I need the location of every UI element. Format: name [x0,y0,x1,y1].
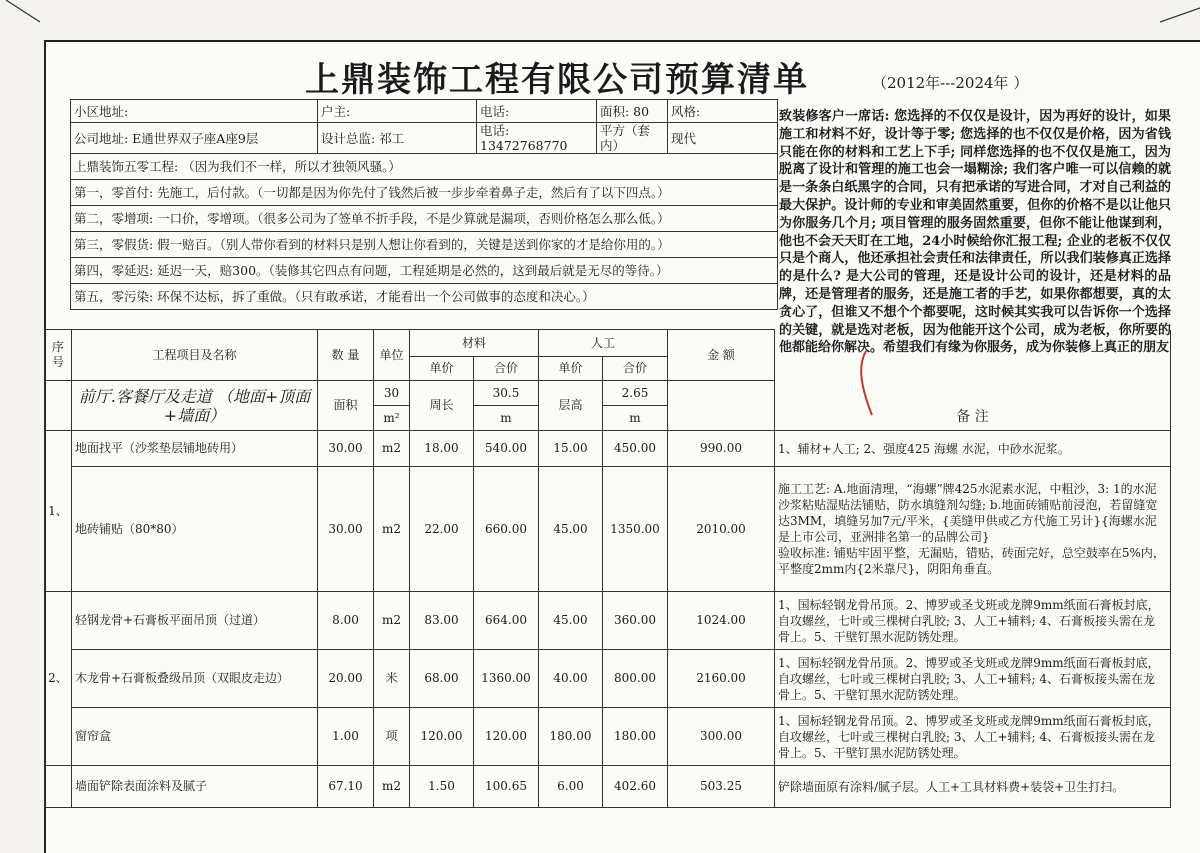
policy-item: 第一，零首付: 先施工，后付款。（一切都是因为你先付了钱然后被一步步牵着鼻子走，然后有了以下四点。） [71,180,778,206]
header-unit: 单位 [374,330,410,381]
row-labor-total: 402.60 [603,766,668,808]
row-unit: m2 [374,467,410,592]
row-remark: 1、国标轻钢龙骨吊顶。2、博罗或圣戈班或龙牌9mm纸面石膏板封底，自攻螺丝，七叶或三棵树白乳胶; 3、人工+辅料; 4、石膏板接头需在龙骨上。5、干壁钉黑水泥防锈处理。 [775,592,1171,650]
row-labor-total: 360.00 [603,592,668,650]
table-row [45,766,1171,808]
company-phone: 电话: 13472768770 [477,123,597,154]
header-remark: 备 注 [775,406,1171,431]
row-labor-total: 450.00 [603,431,668,467]
info-table [70,99,778,310]
row-seq: 2、 [45,592,72,766]
row-material-price: 120.00 [410,708,474,766]
district-field [71,100,318,123]
row-unit: m2 [374,766,410,808]
header-amount: 金 额 [668,330,775,381]
row-material-price: 1.50 [410,766,474,808]
row-seq [45,766,72,808]
header-item: 工程项目及名称 [72,330,318,381]
row-unit: m2 [374,431,410,467]
row-unit: 项 [374,708,410,766]
row-qty: 67.10 [318,766,374,808]
row-remark: 施工工艺: A.地面清理，“海螺”牌425水泥素水泥，中粗沙，3: 1的水泥沙浆粘贴湿贴法铺贴，防水填缝剂勾缝; b.地面砖铺贴前浸泡，若留缝宽达3MM，填缝另加7元/平米，{美缝甲供或乙方代施工另计}{海螺水泥是上市公司，亚洲排名第一的品牌公司} 验收标准: 铺贴牢固平整，无漏贴，错贴，砖面完好，总空鼓率在5%内，平整度2mm内{2米靠尺}，阴阳角垂直。 [775,467,1171,592]
row-unit: m2 [374,592,410,650]
room-seq [45,381,72,431]
room-area-value: 30 [374,381,410,406]
header-labor-price: 单价 [539,357,603,381]
row-labor-price: 45.00 [539,467,603,592]
intro-paragraph: 致装修客户一席话: 您选择的不仅仅是设计，因为再好的设计，如果施工和材料不好，设计等于零; 您选择的也不仅仅是价格，因为省钱只能在你的材料和工艺上下手; 同样您选择的也不仅仅是施工，因为脱离了设计和管理的施工也会一塌糊涂; 我们客户唯一可以信赖的就是一条条白纸黑字的合同，只有把承诺的写进合同，才对自己利益的最大保护。设计师的专业和审美固然重要，但你的价格不是以让他只为你服务几个月; 项目管理的服务固然重要，但你不能让他谋到利，他也不会天天盯在工地，24小时候给你汇报工程; 企业的老板不仅仅只是个商人，他还承担社会责任和法律责任，所以我们装修真正选择的是什么? 是大公司的管理，还是设计公司的设计，还是材料的品牌，还是管理者的服务，还是施工者的手艺，如果你都想要，真的太贪心了，但谁又不想个个都要呢，这时候其实我可以告诉你一个选择的关键，就是选对老板，因为他能开这个公司，成为老板，你所要的他都能给你解决。希望我们有缘为你服务，成为你装修上真正的朋友 [779,109,1171,356]
header-material-price: 单价 [410,357,474,381]
row-amount: 1024.00 [668,592,775,650]
budget-table [44,329,1171,808]
table-row [45,431,1171,467]
row-labor-price: 6.00 [539,766,603,808]
owner-field [318,100,477,123]
policy-item: 第五，零污染: 环保不达标，拆了重做。（只有敢承诺，才能看出一个公司做事的态度和决心。） [71,284,778,310]
row-material-total: 1360.00 [474,650,539,708]
row-qty: 20.00 [318,650,374,708]
row-name: 木龙骨+石膏板叠级吊顶（双眼皮走边） [72,650,318,708]
room-area-label: 面积 [318,381,374,431]
row-seq: 1、 [45,431,72,592]
room-name: 前厅.客餐厅及走道 （地面+顶面+墙面） [72,381,318,431]
row-labor-price: 15.00 [539,431,603,467]
table-row [45,650,1171,708]
policy-item: 第二，零增项: 一口价，零增项。（很多公司为了签单不折手段，不是少算就是漏项，否则价格怎么那么低。） [71,206,778,232]
row-remark: 1、国标轻钢龙骨吊顶。2、博罗或圣戈班或龙牌9mm纸面石膏板封底，自攻螺丝，七叶或三棵树白乳胶; 3、人工+辅料; 4、石膏板接头需在龙骨上。5、干壁钉黑水泥防锈处理。 [775,708,1171,766]
table-row [45,467,1171,592]
row-remark: 铲除墙面原有涂料/腻子层。人工+工具材料费+装袋+卫生打扫。 [775,766,1171,808]
row-labor-price: 45.00 [539,592,603,650]
district-label: 小区地址: [74,103,129,119]
row-amount: 990.00 [668,431,775,467]
row-material-price: 22.00 [410,467,474,592]
row-unit: 米 [374,650,410,708]
remark-blank [775,330,1171,406]
page-title: 上鼎装饰工程有限公司预算清单 [305,60,809,100]
row-amount: 503.25 [668,766,775,808]
row-labor-total: 180.00 [603,708,668,766]
row-remark: 1、国标轻钢龙骨吊顶。2、博罗或圣戈班或龙牌9mm纸面石膏板封底，自攻螺丝，七叶或三棵树白乳胶; 3、人工+辅料; 4、石膏板接头需在龙骨上。5、干壁钉黑水泥防锈处理。 [775,650,1171,708]
room-height-label: 层高 [539,381,603,431]
row-amount: 2010.00 [668,467,775,592]
row-material-total: 540.00 [474,431,539,467]
row-material-total: 664.00 [474,592,539,650]
row-name: 地砖铺贴（80*80） [72,467,318,592]
row-name: 地面找平（沙浆垫层铺地砖用） [72,431,318,467]
row-labor-price: 180.00 [539,708,603,766]
row-amount: 2160.00 [668,650,775,708]
company-address: 公司地址: E通世界双子座A座9层 [71,123,318,154]
row-qty: 8.00 [318,592,374,650]
style-label: 风格: [668,100,778,123]
style-value: 现代 [668,123,778,154]
room-perimeter-unit: m [474,406,539,431]
header-qty: 数 量 [318,330,374,381]
area-unit-label: 平方（套内） [597,123,668,154]
row-material-price: 68.00 [410,650,474,708]
header-labor-total: 合价 [603,357,668,381]
row-material-total: 660.00 [474,467,539,592]
row-name: 窗帘盒 [72,708,318,766]
period-label: （2012年---2024年 ） [872,74,1029,92]
room-height-unit: m [603,406,668,431]
policy-item: 第四，零延迟: 延迟一天，赔300。（装修其它四点有问题，工程延期是必然的，这到最后就是无尽的等待。） [71,258,778,284]
phone-label: 电话: [480,103,510,119]
row-amount: 300.00 [668,708,775,766]
room-area-unit: m² [374,406,410,431]
scan-corner-mark [1160,0,1200,30]
phone-field [477,100,597,123]
area-field: 面积: 80 [597,100,668,123]
header-labor: 人工 [539,330,668,357]
row-material-total: 100.65 [474,766,539,808]
row-labor-price: 40.00 [539,650,603,708]
row-labor-total: 800.00 [603,650,668,708]
header-seq: 序号 [45,330,72,381]
room-perimeter-label: 周长 [410,381,474,431]
row-name: 墙面铲除表面涂料及腻子 [72,766,318,808]
row-material-price: 83.00 [410,592,474,650]
row-qty: 1.00 [318,708,374,766]
row-material-total: 120.00 [474,708,539,766]
policy-item: 第三，零假货: 假一赔百。（别人带你看到的材料只是别人想让你看到的，关键是送到你家的才是给你用的。） [71,232,778,258]
header-material-total: 合价 [474,357,539,381]
table-row [45,592,1171,650]
room-amount [668,381,775,431]
row-qty: 30.00 [318,431,374,467]
owner-label: 户主: [321,103,351,119]
row-qty: 30.00 [318,467,374,592]
row-remark: 1、辅材+人工; 2、强度425 海螺 水泥，中砂水泥浆。 [775,431,1171,467]
room-perimeter-value: 30.5 [474,381,539,406]
policy-heading: 上鼎装饰五零工程: （因为我们不一样，所以才独领风骚。） [71,154,778,180]
room-height-value: 2.65 [603,381,668,406]
table-row [45,708,1171,766]
design-director: 设计总监: 祁工 [318,123,477,154]
row-name: 轻钢龙骨+石膏板平面吊顶（过道） [72,592,318,650]
header-material: 材料 [410,330,539,357]
row-material-price: 18.00 [410,431,474,467]
scan-corner-mark [0,0,60,40]
row-labor-total: 1350.00 [603,467,668,592]
